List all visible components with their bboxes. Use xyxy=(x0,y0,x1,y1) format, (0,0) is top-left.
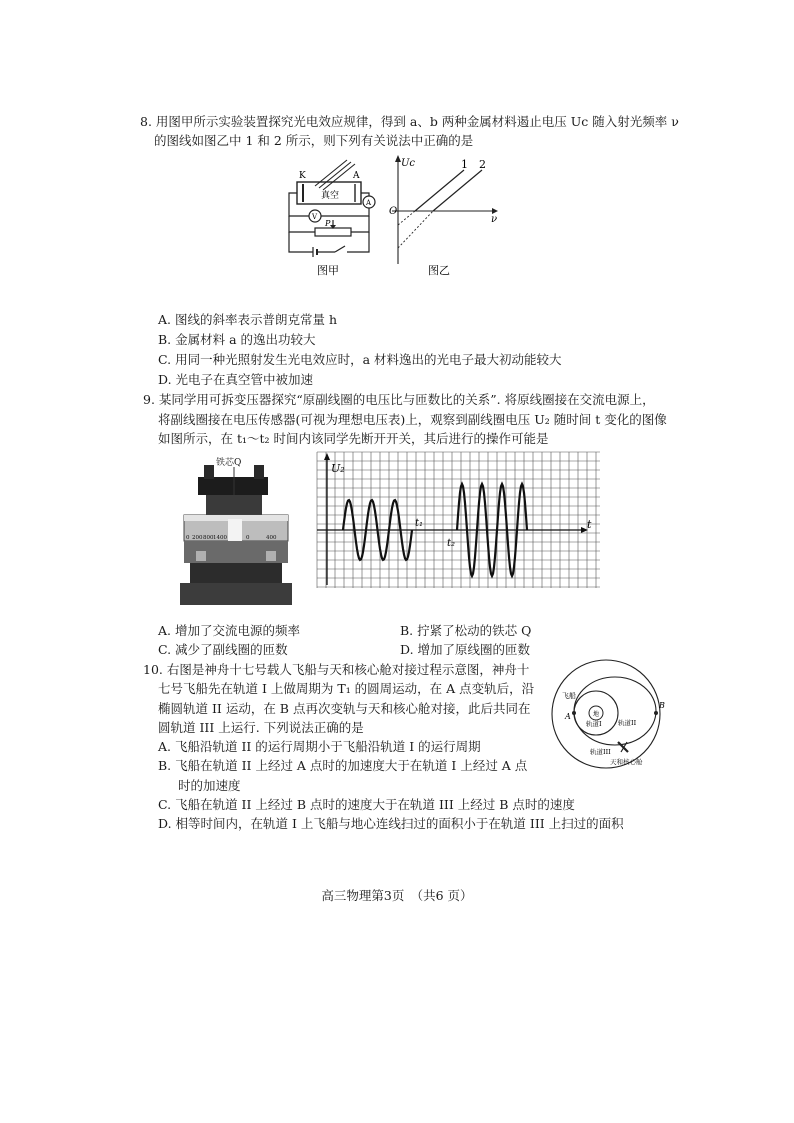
q9-stem-line2: 将副线圈接在电压传感器(可视为理想电压表)上，观察到副线圈电压 U₂ 随时间 t 变化的图像 xyxy=(158,412,667,427)
nu-label: ν xyxy=(491,214,498,225)
scale-400: 400 xyxy=(266,535,277,541)
q9-option-d: D. 增加了原线圈的匝数 xyxy=(400,642,531,657)
t2-label: t₂ xyxy=(447,538,456,549)
vacuum-label: 真空 xyxy=(321,191,340,201)
scale-0: 0 xyxy=(186,535,190,541)
q10-option-d: D. 相等时间内，在轨道 I 上飞船与地心连线扫过的面积小于在轨道 III 上扫过的面积 xyxy=(158,816,624,831)
earth-label: 地 xyxy=(593,711,600,718)
q8-option-b: B. 金属材料 a 的逸出功较大 xyxy=(158,332,316,347)
q9-option-a: A. 增加了交流电源的频率 xyxy=(158,623,300,638)
q9-option-b: B. 拧紧了松动的铁芯 Q xyxy=(400,623,532,638)
q9-option-c: C. 减少了副线圈的匝数 xyxy=(158,642,288,657)
ship-label: 飞船 xyxy=(562,692,576,700)
q10-option-b-line2: 时的加速度 xyxy=(178,778,241,793)
switch xyxy=(335,246,345,252)
q8-option-d: D. 光电子在真空管中被加速 xyxy=(158,372,314,387)
iron-core-label: 铁芯Q xyxy=(216,458,242,468)
q9-transformer-photo xyxy=(176,455,296,615)
q9-stem-line1: 9. 某同学用可拆变压器探究“原副线圈的电压比与匝数比的关系”. 将原线圈接在交流电源上， xyxy=(143,392,655,407)
label-k: K xyxy=(299,171,306,181)
q8-stem-line2: 的图线如图乙中 1 和 2 所示，则下列有关说法中正确的是 xyxy=(154,133,474,148)
label-anode: A xyxy=(353,171,360,181)
orbit-2 xyxy=(574,677,656,745)
scale-0b: 0 xyxy=(246,535,250,541)
uc-label: Uc xyxy=(401,158,416,169)
q10-stem-line1: 10. 右图是神舟十七号载人飞船与天和核心舱对接过程示意图，神舟十 xyxy=(143,662,530,677)
label-p: P xyxy=(325,219,331,228)
t-label: t xyxy=(587,518,592,531)
q9-voltage-graph xyxy=(315,450,605,590)
fig-a-caption: 图甲 xyxy=(317,264,339,277)
origin-label: O xyxy=(389,206,398,217)
orbit-3-label: 轨道III xyxy=(590,748,611,756)
orbit-2-label: 轨道II xyxy=(618,719,637,727)
line-2-label: 2 xyxy=(479,158,486,171)
orbit-1-label: 轨道I xyxy=(586,720,602,728)
q10-option-c: C. 飞船在轨道 II 上经过 B 点时的速度大于在轨道 III 上经过 B 点时的速度 xyxy=(158,797,575,812)
rheostat xyxy=(315,228,351,236)
fig-b-caption: 图乙 xyxy=(428,264,450,277)
ammeter-label: A xyxy=(366,199,372,207)
station-label: 天和核心舱 xyxy=(610,758,643,766)
q8-option-a: A. 图线的斜率表示普朗克常量 h xyxy=(158,312,337,327)
line-1-label: 1 xyxy=(461,158,468,171)
scale-200: 200 xyxy=(192,535,203,541)
u2-label: U₂ xyxy=(331,462,345,475)
point-a-dot xyxy=(572,711,576,715)
scale-800: 800 xyxy=(203,535,214,541)
q10-stem-line2: 七号飞船先在轨道 I 上做周期为 T₁ 的圆周运动，在 A 点变轨后，沿 xyxy=(158,681,535,696)
point-a-label: A xyxy=(565,712,571,721)
page-footer: 高三物理第3页 （共6 页） xyxy=(321,888,473,903)
q10-stem-line3: 椭圆轨道 II 运动，在 B 点再次变轨与天和核心舱对接，此后共同在 xyxy=(158,701,531,716)
q10-option-a: A. 飞船沿轨道 II 的运行周期小于飞船沿轨道 I 的运行周期 xyxy=(158,739,481,754)
q8-option-c: C. 用同一种光照射发生光电效应时，a 材料逸出的光电子最大初动能较大 xyxy=(158,352,562,367)
t1-label: t₁ xyxy=(415,518,424,529)
q10-stem-line4: 圆轨道 III 上运行. 下列说法正确的是 xyxy=(158,720,364,735)
point-b-label: B xyxy=(659,701,665,710)
voltmeter-label: V xyxy=(312,213,318,221)
q8-circuit-figure xyxy=(285,152,385,282)
q8-uc-graph xyxy=(388,152,500,280)
scale-1400: 1400 xyxy=(213,535,227,541)
point-b-dot xyxy=(654,711,658,715)
q9-stem-line3: 如图所示，在 t₁～t₂ 时间内该同学先断开开关，其后进行的操作可能是 xyxy=(158,431,549,446)
q10-option-b-line1: B. 飞船在轨道 II 上经过 A 点时的加速度大于在轨道 I 上经过 A 点 xyxy=(158,758,528,773)
q10-orbit-figure xyxy=(546,658,666,770)
q8-stem-line1: 8. 用图甲所示实验装置探究光电效应规律，得到 a、b 两种金属材料遏止电压 Uc 随入射光频率 ν xyxy=(140,114,679,129)
